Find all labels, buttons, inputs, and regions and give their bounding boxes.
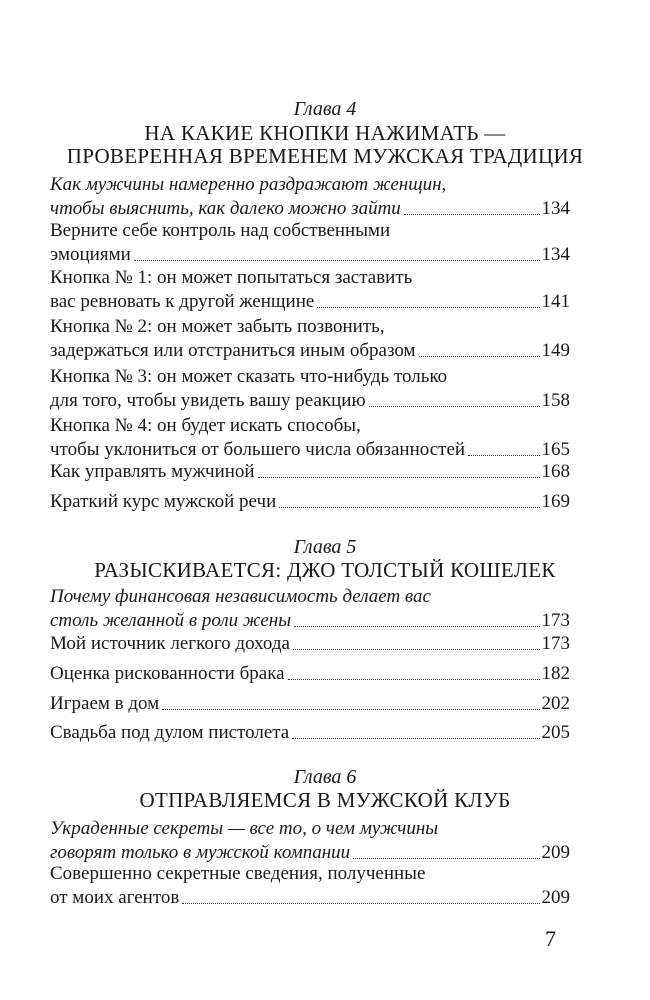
entry-line: Свадьба под дулом пистолета (50, 722, 290, 743)
entry-line: для того, чтобы увидеть вашу реакцию (50, 390, 366, 411)
entry-page: 149 (541, 340, 570, 361)
entry-line: Краткий курс мужской речи (50, 491, 277, 512)
dot-leader (293, 649, 540, 650)
entry-page: 182 (541, 663, 570, 684)
entry-line: Кнопка № 1: он может попытаться заставить (50, 267, 413, 288)
entry-page: 202 (541, 693, 570, 714)
toc-entry[interactable] (50, 266, 570, 314)
toc-entry[interactable] (50, 490, 570, 514)
entry-line: Совершенно секретные сведения, полученные (50, 863, 426, 884)
entry-line: чтобы уклониться от большего числа обязанностей (50, 439, 466, 460)
dot-leader (134, 260, 540, 261)
toc-entry[interactable] (50, 460, 570, 484)
entry-page: 209 (541, 887, 570, 908)
toc-entry[interactable] (50, 662, 570, 686)
dot-leader (419, 356, 540, 357)
toc-entry[interactable] (50, 817, 570, 865)
page-number: 7 (545, 926, 556, 951)
chapter-title-line: ПРОВЕРЕННАЯ ВРЕМЕНЕМ МУЖСКАЯ ТРАДИЦИЯ (66, 144, 584, 168)
dot-leader (279, 507, 539, 508)
entry-line: Как управлять мужчиной (50, 461, 255, 482)
dot-leader (258, 477, 540, 478)
dot-leader (288, 679, 540, 680)
entry-page: 134 (541, 244, 570, 265)
dot-leader (182, 903, 539, 904)
dot-leader (292, 738, 539, 739)
entry-line: Мой источник легкого дохода (50, 633, 290, 654)
entry-line: Верните себе контроль над собственными (50, 220, 391, 241)
entry-line: Как мужчины намеренно раздражают женщин, (50, 174, 447, 195)
entry-page: 169 (541, 491, 570, 512)
entry-page: 165 (541, 439, 570, 460)
entry-line: вас ревновать к другой женщине (50, 291, 315, 312)
entry-line: чтобы выяснить, как далеко можно зайти (50, 198, 401, 219)
entry-line: Почему финансовая независимость делает вас (50, 586, 431, 607)
entry-line: Кнопка № 4: он будет искать способы, (50, 415, 361, 436)
chapter-label: Глава 6 (293, 766, 357, 788)
entry-line: Играем в дом (50, 693, 160, 714)
chapter-title-line: РАЗЫСКИВАЕТСЯ: ДЖО ТОЛСТЫЙ КОШЕЛЕК (94, 558, 556, 582)
toc-entry[interactable] (50, 585, 570, 633)
entry-page: 134 (541, 198, 570, 219)
chapter-label: Глава 4 (293, 98, 357, 120)
toc-entry[interactable] (50, 365, 570, 413)
entry-line: столь желанной в роли жены (50, 610, 292, 631)
entry-line: Кнопка № 3: он может сказать что-нибудь только (50, 366, 448, 387)
dot-leader (369, 406, 540, 407)
entry-line: Оценка рискованности брака (50, 663, 285, 684)
entry-page: 209 (541, 842, 570, 863)
dot-leader (353, 858, 539, 859)
entry-page: 141 (541, 291, 570, 312)
dot-leader (468, 455, 539, 456)
entry-page: 173 (541, 610, 570, 631)
dot-leader (162, 709, 539, 710)
entry-page: 168 (541, 461, 570, 482)
chapter-title-line: ОТПРАВЛЯЕМСЯ В МУЖСКОЙ КЛУБ (139, 788, 511, 812)
dot-leader (294, 626, 539, 627)
toc-entry[interactable] (50, 414, 570, 462)
entry-page: 158 (541, 390, 570, 411)
chapter-title-line: НА КАКИЕ КНОПКИ НАЖИМАТЬ — (144, 121, 506, 145)
entry-line: Украденные секреты — все то, о чем мужчины (50, 818, 439, 839)
entry-line: эмоциями (50, 244, 131, 265)
entry-line: от моих агентов (50, 887, 180, 908)
chapter-label: Глава 5 (293, 536, 357, 558)
entry-line: Кнопка № 2: он может забыть позвонить, (50, 316, 385, 337)
dot-leader (404, 214, 540, 215)
toc-entry[interactable] (50, 219, 570, 267)
toc-entry[interactable] (50, 632, 570, 656)
toc-entry[interactable] (50, 692, 570, 716)
toc-entry[interactable] (50, 173, 570, 221)
entry-line: говорят только в мужской компании (50, 842, 351, 863)
toc-entry[interactable] (50, 721, 570, 745)
entry-line: задержаться или отстраниться иным образом (50, 340, 416, 361)
entry-page: 173 (541, 633, 570, 654)
toc-entry[interactable] (50, 862, 570, 910)
entry-page: 205 (541, 722, 570, 743)
toc-entry[interactable] (50, 315, 570, 363)
dot-leader (317, 307, 539, 308)
